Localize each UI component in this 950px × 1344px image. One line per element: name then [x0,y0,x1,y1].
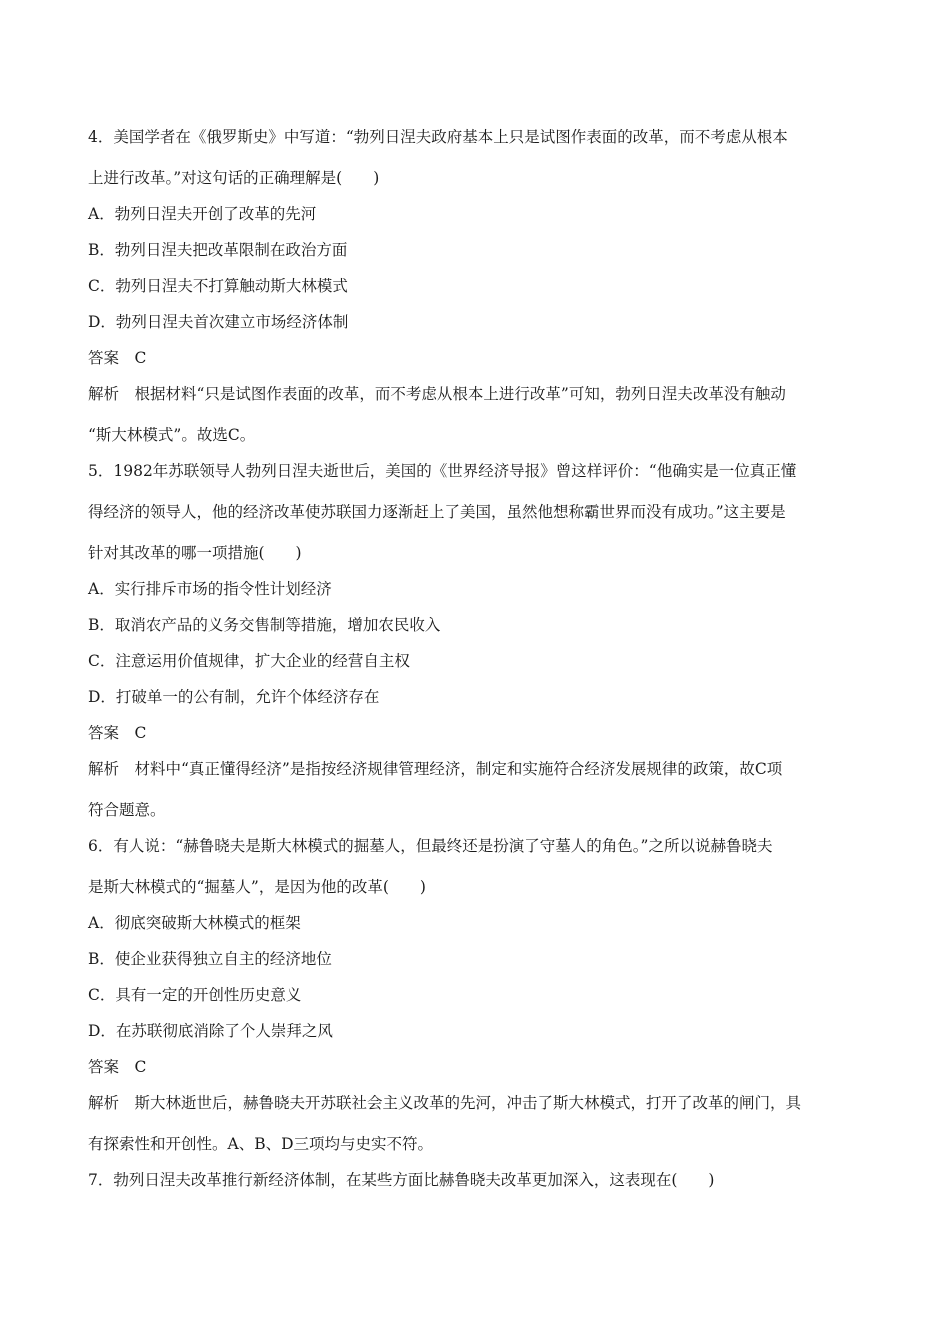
q4-analysis-line-1: 解析 根据材料“只是试图作表面的改革，而不考虑从根本上进行改革”可知，勃列日涅夫改革没有触动 [88,385,786,403]
q4-answer: 答案 C [88,349,147,367]
q6-option-c: C．具有一定的开创性历史意义 [88,986,302,1004]
q5-stem-line-3: 针对其改革的哪一项措施( ) [88,544,302,562]
q6-option-a: A．彻底突破斯大林模式的框架 [88,914,301,932]
q5-option-c: C．注意运用价值规律，扩大企业的经营自主权 [88,652,410,670]
q4-stem-line-2: 上进行改革。”对这句话的正确理解是( ) [88,169,380,187]
q5-option-d: D．打破单一的公有制，允许个体经济存在 [88,688,380,706]
q5-stem-line-2: 得经济的领导人，他的经济改革使苏联国力逐渐赶上了美国，虽然他想称霸世界而没有成功。”这主要是 [88,503,786,521]
q6-answer: 答案 C [88,1058,147,1076]
q6-analysis-line-1: 解析 斯大林逝世后，赫鲁晓夫开苏联社会主义改革的先河，冲击了斯大林模式，打开了改革的闸门，具 [88,1094,802,1112]
q6-option-d: D．在苏联彻底消除了个人崇拜之风 [88,1022,333,1040]
q5-option-a: A．实行排斥市场的指令性计划经济 [88,580,332,598]
q6-option-b: B．使企业获得独立自主的经济地位 [88,950,332,968]
q4-analysis-line-2: “斯大林模式”。故选C。 [88,426,256,444]
q5-stem-line-1: 5．1982年苏联领导人勃列日涅夫逝世后，美国的《世界经济导报》曾这样评价：“他确实是一位真正懂 [88,462,797,480]
q5-analysis-line-2: 符合题意。 [88,801,166,819]
q4-stem-line-1: 4．美国学者在《俄罗斯史》中写道：“勃列日涅夫政府基本上只是试图作表面的改革，而不考虑从根本 [88,128,788,146]
q4-option-c: C．勃列日涅夫不打算触动斯大林模式 [88,277,348,295]
q4-option-a: A．勃列日涅夫开创了改革的先河 [88,205,317,223]
q4-option-b: B．勃列日涅夫把改革限制在政治方面 [88,241,348,259]
q5-option-b: B．取消农产品的义务交售制等措施，增加农民收入 [88,616,441,634]
q6-analysis-line-2: 有探索性和开创性。A、B、D三项均与史实不符。 [88,1135,434,1153]
q5-answer: 答案 C [88,724,147,742]
q4-option-d: D．勃列日涅夫首次建立市场经济体制 [88,313,349,331]
q6-stem-line-2: 是斯大林模式的“掘墓人”，是因为他的改革( ) [88,878,426,896]
q6-stem-line-1: 6．有人说：“赫鲁晓夫是斯大林模式的掘墓人，但最终还是扮演了守墓人的角色。”之所以说赫鲁晓夫 [88,837,773,855]
q7-stem-line-1: 7．勃列日涅夫改革推行新经济体制，在某些方面比赫鲁晓夫改革更加深入，这表现在( ) [88,1171,715,1189]
q5-analysis-line-1: 解析 材料中“真正懂得经济”是指按经济规律管理经济，制定和实施符合经济发展规律的政策，故C项 [88,760,783,778]
